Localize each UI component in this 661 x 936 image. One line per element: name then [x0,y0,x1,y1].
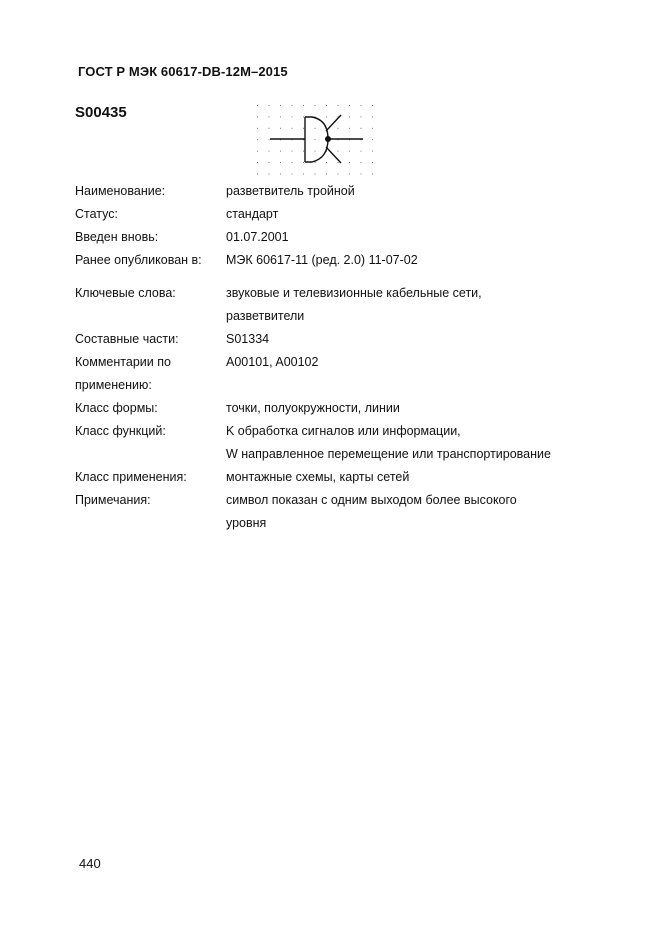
triple-splitter-symbol-icon [250,98,390,180]
field-value: монтажные схемы, карты сетей [226,470,410,484]
field-label: Ранее опубликован в: [75,253,202,267]
field-value-line: символ показан с одним выходом более высокого [226,493,517,507]
field-application-class [75,466,635,489]
symbol-code: S00435 [75,104,127,121]
field-value-line: W направленное перемещение или транспортирование [226,447,551,461]
field-value-line: разветвители [226,309,305,323]
field-value-line: K обработка сигналов или информации, [226,424,461,438]
field-label [75,351,226,397]
field-value: A00101, A00102 [226,355,319,369]
page-number: 440 [79,856,101,871]
field-label: Примечания: [75,493,151,507]
field-notes [75,489,635,535]
field-label-line: Комментарии по [75,355,171,369]
field-components [75,328,635,351]
field-value-line: звуковые и телевизионные кабельные сети, [226,286,482,300]
field-label: Класс применения: [75,470,187,484]
field-label-line: применению: [75,378,152,392]
field-previously-published [75,249,635,272]
symbol-properties [75,180,635,535]
field-label: Ключевые слова: [75,286,176,300]
field-shape-class [75,397,635,420]
field-label: Статус: [75,207,118,221]
field-application-comments [75,351,635,397]
field-keywords [75,282,635,328]
field-label: Составные части: [75,332,179,346]
field-value [226,282,635,328]
field-value [226,489,635,535]
field-value: точки, полуокружности, линии [226,401,400,415]
field-value: S01334 [226,332,270,346]
field-introduced [75,226,635,249]
field-value: 01.07.2001 [226,230,289,244]
field-value: стандарт [226,207,279,221]
field-name [75,180,635,203]
field-label: Класс формы: [75,401,158,415]
field-label: Класс функций: [75,424,166,438]
field-label: Наименование: [75,184,166,198]
field-status [75,203,635,226]
field-value: разветвитель тройной [226,184,355,198]
field-value [226,420,635,466]
field-value: МЭК 60617-11 (ред. 2.0) 11-07-02 [226,253,418,267]
field-value-line: уровня [226,516,267,530]
document-header: ГОСТ Р МЭК 60617-DB-12M–2015 [78,64,288,79]
field-function-class [75,420,635,466]
field-label: Введен вновь: [75,230,159,244]
